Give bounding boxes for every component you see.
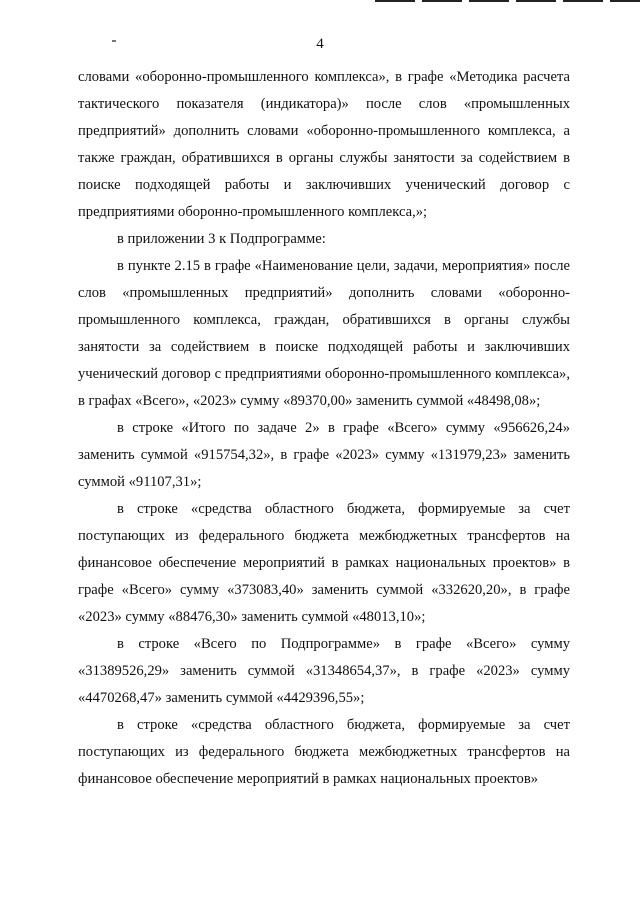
paragraph-5: в строке «средства областного бюджета, формируемые за счет поступающих из федерального бюджета межбюджетных трансфертов на финансовое обеспечение мероприятий в рамках национальных проектов» в графе «Всего» сумму «373083,40» заменить суммой «332620,20», в графе «2023» сумму «88476,30» заменить суммой «48013,10»; <box>78 501 570 625</box>
paragraph-6: в строке «Всего по Подпрограмме» в графе «Всего» сумму «31389526,29» заменить суммой «31348654,37», в графе «2023» сумму «4470268,47» заменить суммой «4429396,55»; <box>78 636 570 706</box>
paragraph-1: словами «оборонно-промышленного комплекса», в графе «Методика расчета тактического показателя (индикатора)» после слов «промышленных предприятий» дополнить словами «оборонно-промышленного комплекса, а также граждан, обратившихся в органы службы занятости за содействием в поиске подходящей работы и заключивших ученический договор с предприятиями оборонно-промышленного комплекса,»; <box>78 69 570 220</box>
paragraph-2: в приложении 3 к Подпрограмме: <box>117 231 326 247</box>
page-number: 4 <box>316 36 324 52</box>
top-edge-rule <box>375 0 640 2</box>
paragraph-7: в строке «средства областного бюджета, формируемые за счет поступающих из федерального бюджета межбюджетных трансфертов на финансовое обеспечение мероприятий в рамках национальных проектов» <box>78 717 570 787</box>
paragraph-3: в пункте 2.15 в графе «Наименование цели, задачи, мероприятия» после слов «промышленных предприятий» дополнить словами «оборонно-промышленного комплекса, граждан, обратившихся в органы службы занятости за содействием в поиске подходящей работы и заключивших ученический договор с предприятиями оборонно-промышленного комплекса», в графах «Всего», «2023» сумму «89370,00» заменить суммой «48498,08»; <box>78 258 570 409</box>
paragraph-4: в строке «Итого по задаче 2» в графе «Всего» сумму «956626,24» заменить суммой «915754,32», в графе «2023» сумму «131979,23» заменить суммой «91107,31»; <box>78 420 570 490</box>
document-body <box>78 64 570 793</box>
